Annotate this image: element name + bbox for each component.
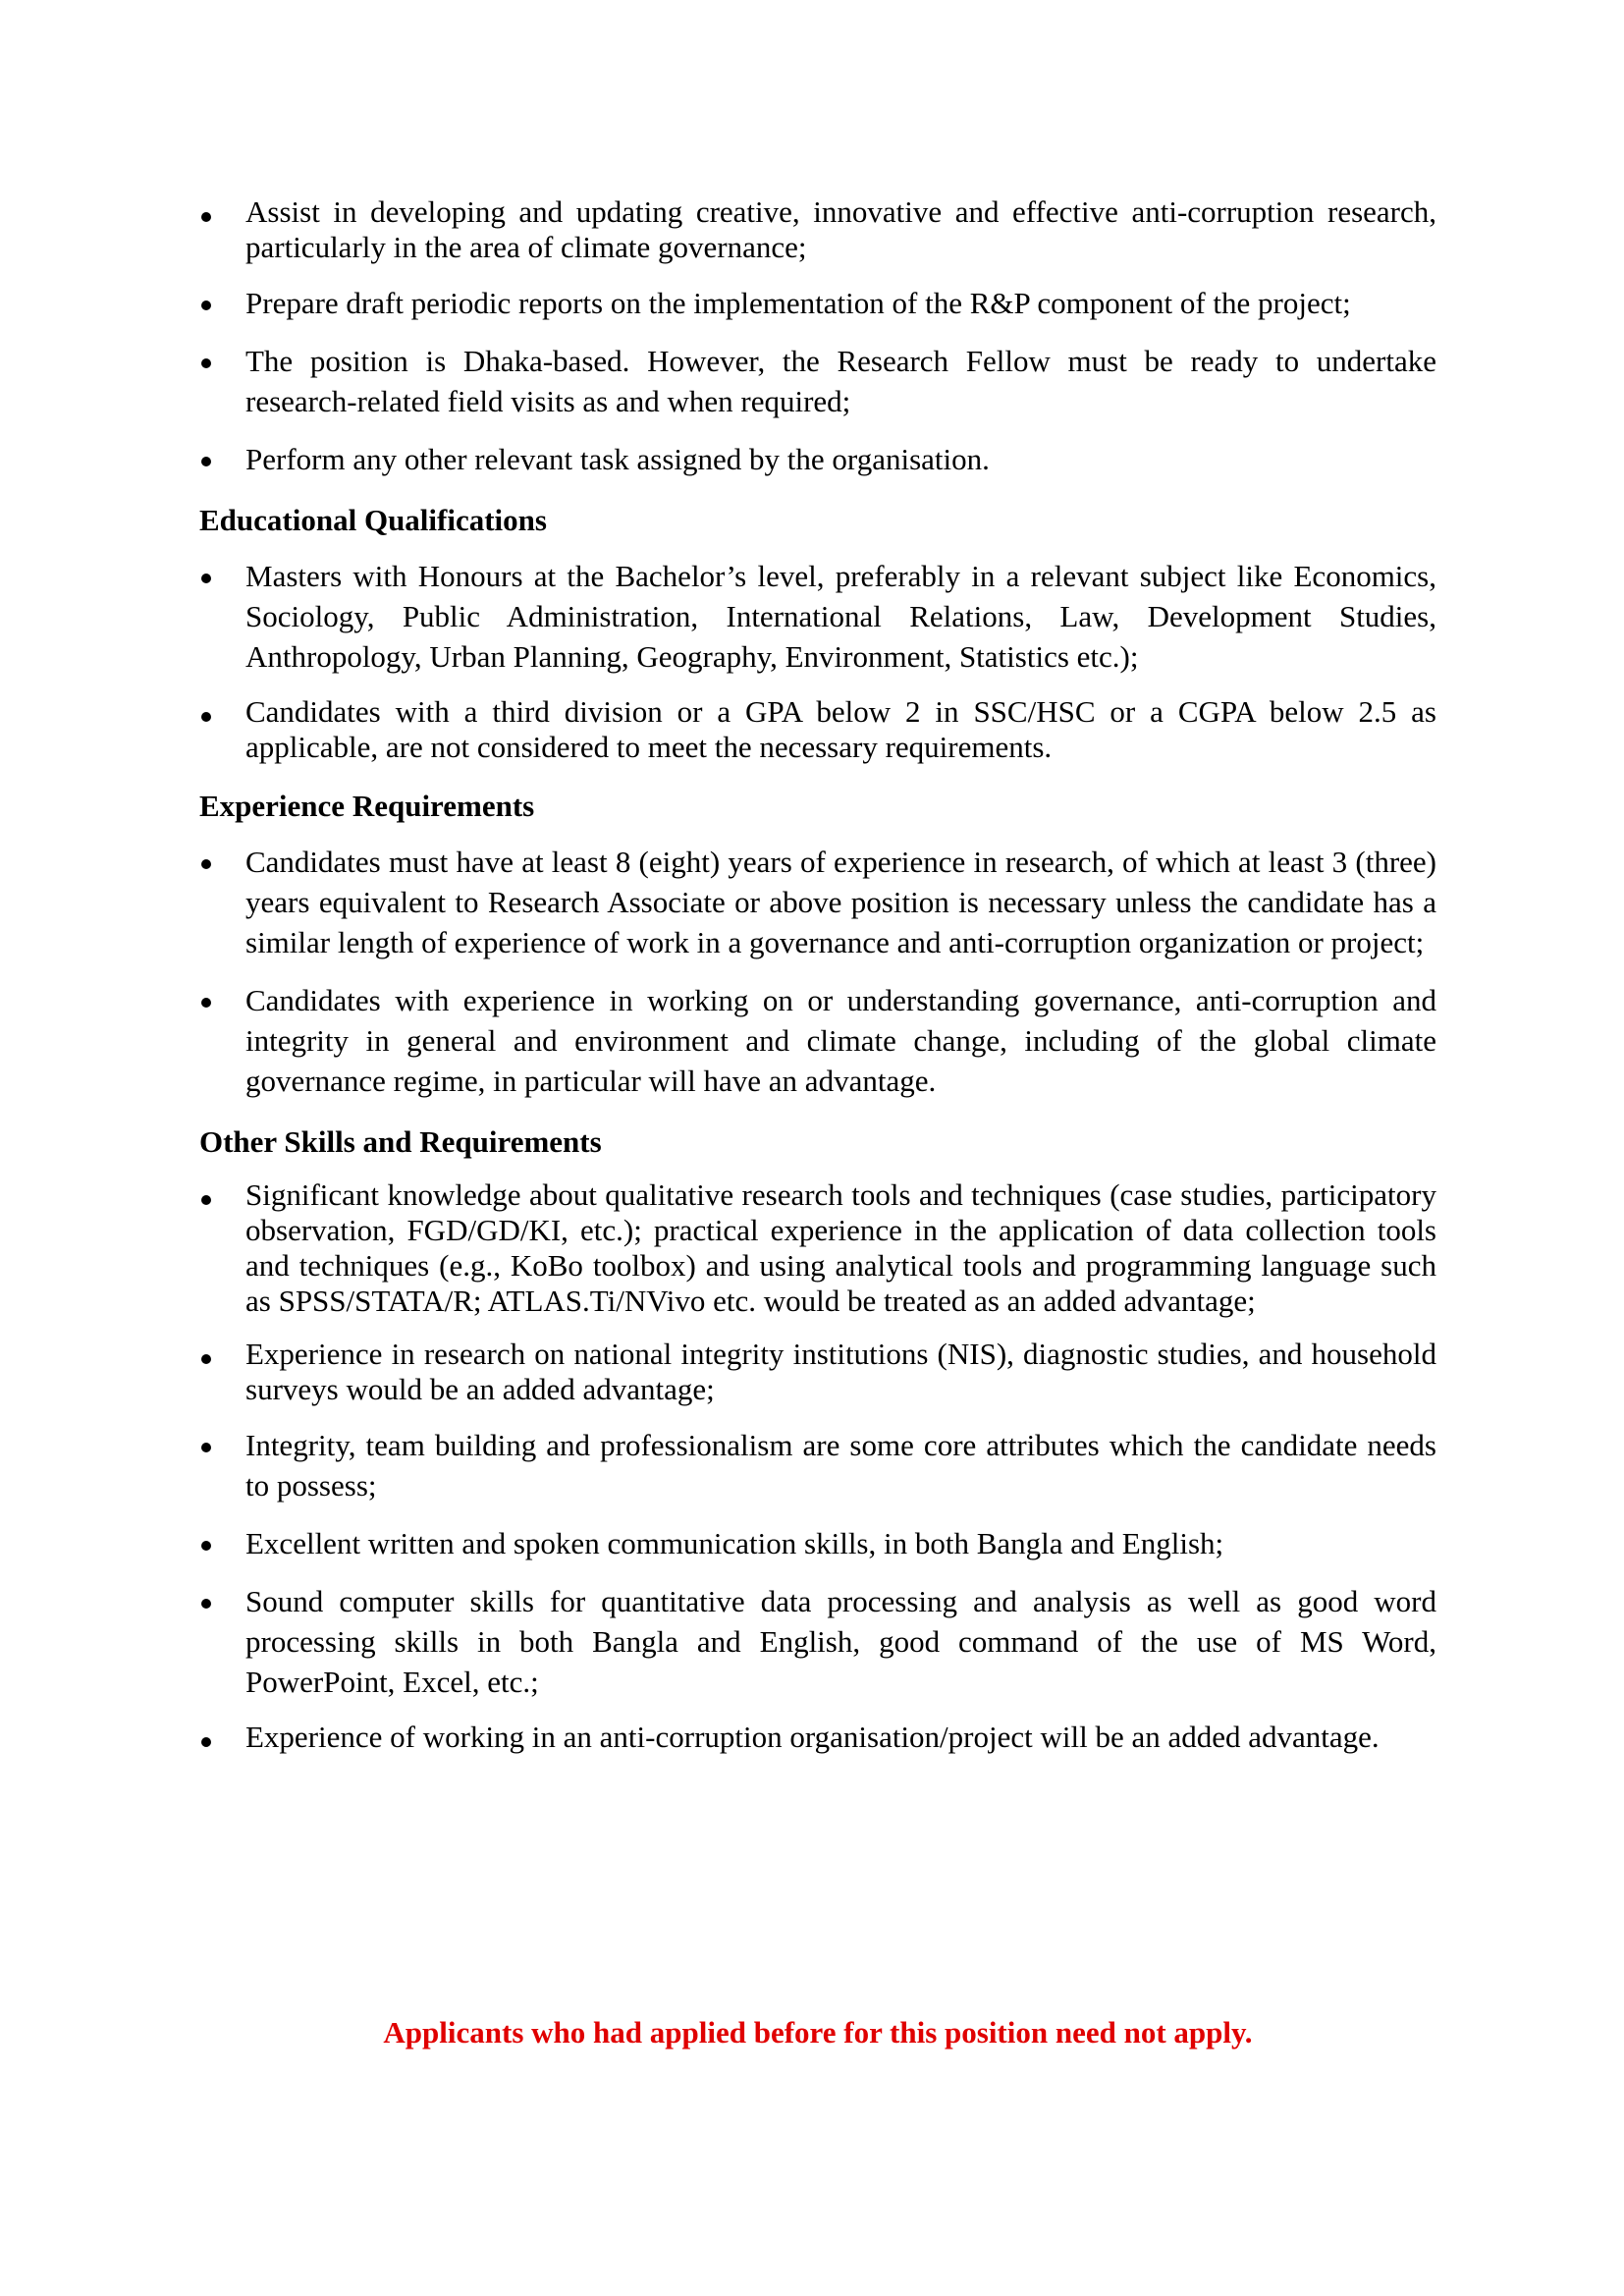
bullet-icon bbox=[201, 1354, 211, 1364]
document-body bbox=[199, 194, 1436, 1773]
apply-notice: Applicants who had applied before for this position need not apply. bbox=[383, 2015, 1253, 2050]
list-item: Masters with Honours at the Bachelor’s level, preferably in a relevant subject like Economics, Sociology, Public Administration, International Relations, Law, Development Studies, Anthropology, Urban Planning, Geography, Environment, Statistics etc.); bbox=[199, 556, 1436, 677]
bullet-icon bbox=[201, 859, 211, 869]
bullet-icon bbox=[201, 712, 211, 722]
list-item: Candidates with experience in working on or understanding governance, anti-corruption and integrity in general and environment and climate change, including of the global climate governance regime, in particular will have an advantage. bbox=[199, 980, 1436, 1101]
bullet-icon bbox=[201, 301, 211, 310]
list-item: The position is Dhaka-based. However, the Research Fellow must be ready to undertake research-related field visits as and when required; bbox=[199, 341, 1436, 421]
responsibilities-list bbox=[199, 194, 1436, 479]
list-item: Experience in research on national integrity institutions (NIS), diagnostic studies, and household surveys would be an added advantage; bbox=[199, 1337, 1436, 1407]
list-item: Prepare draft periodic reports on the implementation of the R&P component of the project; bbox=[199, 283, 1436, 323]
bullet-icon bbox=[201, 574, 211, 583]
bullet-icon bbox=[201, 1443, 211, 1452]
list-item: Candidates must have at least 8 (eight) years of experience in research, of which at least 3 (three) years equivalent to Research Associate or above position is necessary unless the candidate has a similar length of experience of work in a governance and anti-corruption organization or project; bbox=[199, 842, 1436, 962]
bullet-icon bbox=[201, 1541, 211, 1551]
bullet-icon bbox=[201, 212, 211, 222]
list-item: Excellent written and spoken communication skills, in both Bangla and English; bbox=[199, 1523, 1436, 1563]
list-item: Perform any other relevant task assigned by the organisation. bbox=[199, 439, 1436, 479]
list-item: Integrity, team building and professionalism are some core attributes which the candidate needs to possess; bbox=[199, 1425, 1436, 1505]
experience-list bbox=[199, 842, 1436, 1101]
bullet-icon bbox=[201, 457, 211, 466]
list-item: Candidates with a third division or a GPA below 2 in SSC/HSC or a CGPA below 2.5 as applicable, are not considered to meet the necessary requirements. bbox=[199, 694, 1436, 765]
bullet-icon bbox=[201, 358, 211, 368]
list-item: Assist in developing and updating creative, innovative and effective anti-corruption research, particularly in the area of climate governance; bbox=[199, 194, 1436, 265]
bullet-icon bbox=[201, 1195, 211, 1205]
list-item: Sound computer skills for quantitative data processing and analysis as well as good word processing skills in both Bangla and English, good command of the use of MS Word, PowerPoint, Excel, etc.; bbox=[199, 1581, 1436, 1702]
list-item: Experience of working in an anti-corruption organisation/project will be an added advantage. bbox=[199, 1720, 1436, 1755]
experience-heading: Experience Requirements bbox=[199, 789, 535, 823]
bullet-icon bbox=[201, 998, 211, 1008]
education-heading: Educational Qualifications bbox=[199, 503, 547, 537]
bullet-icon bbox=[201, 1599, 211, 1609]
education-list bbox=[199, 556, 1436, 765]
other-skills-list bbox=[199, 1177, 1436, 1755]
other-skills-heading: Other Skills and Requirements bbox=[199, 1124, 602, 1159]
bullet-icon bbox=[201, 1737, 211, 1747]
list-item: Significant knowledge about qualitative research tools and techniques (case studies, participatory observation, FGD/GD/KI, etc.); practical experience in the application of data collection tools and techniques (e.g., KoBo toolbox) and using analytical tools and programming language such as SPSS/STATA/R; ATLAS.Ti/NVivo etc. would be treated as an added advantage; bbox=[199, 1177, 1436, 1319]
